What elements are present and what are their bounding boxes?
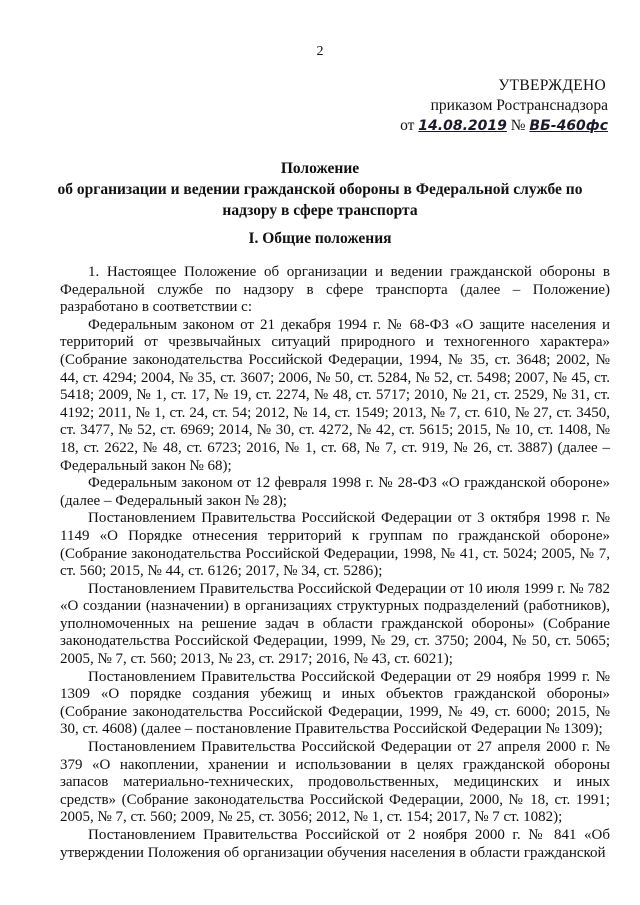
paragraph: Федеральным законом от 12 февраля 1998 г. № 28-ФЗ «О гражданской обороне» (далее – Федеральный закон № 28); [60,475,610,509]
approval-date: 14.08.2019 [418,118,507,134]
approval-block [368,76,608,136]
document-title [40,158,600,221]
title-line-1: Положение [280,160,360,177]
paragraph: Постановлением Правительства Российской Федерации от 3 октября 1998 г. № 1149 «О Порядке отнесения территорий к группам по гражданской обороне» (Собрание законодательства Российской Федерации, 1998, № 41, ст. 5024; 2005, № 7, ст. 560; 2015, № 44, ст. 6126; 2017, № 34, ст. 5286); [60,510,610,580]
approval-from-label: от [400,117,415,134]
approval-number-sign: № [510,117,526,134]
approval-order-line: приказом Ространснадзора [430,97,608,114]
paragraph: 1. Настоящее Положение об организации и ведении гражданской обороны в Федеральной службе по надзору в сфере транспорта (далее – Положение) разработано в соответствии с: [60,264,610,316]
approval-heading: УТВЕРЖДЕНО [498,77,606,94]
paragraph: Постановлением Правительства Российской Федерации от 29 ноября 1999 г. № 1309 «О порядке создания убежищ и иных объектов гражданской обороны» (Собрание законодательства Российской Федерации, 1999, № 49, ст. 6000; 2015, № 30, ст. 4608) (далее – постановление Правительства Российской Федерации № 1309); [60,668,610,738]
title-line-3: надзору в сфере транспорта [222,202,418,219]
title-line-2: об организации и ведении гражданской обороны в Федеральной службе по [57,181,583,198]
paragraph: Постановлением Правительства Российской Федерации от 10 июля 1999 г. № 782 «О создании (назначении) в организациях структурных подразделений (работников), уполномоченных на решение задач в области гражданской обороны» (Собрание законодательства Российской Федерации, 1999, № 29, ст. 3750; 2004, № 50, ст. 5065; 2005, № 7, ст. 560; 2013, № 23, ст. 2917; 2016, № 43, ст. 6021); [60,580,610,668]
paragraph: Федеральным законом от 21 декабря 1994 г. № 68-ФЗ «О защите населения и территорий от чрезвычайных ситуаций природного и техногенного характера» (Собрание законодательства Российской Федерации, 1994, № 35, ст. 3648; 2002, № 44, ст. 4294; 2004, № 35, ст. 3607; 2006, № 50, ст. 5284, № 52, ст. 5498; 2007, № 45, ст. 5418; 2009, № 1, ст. 17, № 19, ст. 2274, № 48, ст. 5717; 2010, № 21, ст. 2529, № 31, ст. 4192; 2011, № 1, ст. 24, ст. 54; 2012, № 14, ст. 1549; 2013, № 7, ст. 610, № 27, ст. 3450, ст. 3477, № 52, ст. 6969; 2014, № 30, ст. 4272, № 42, ст. 5615; 2015, № 10, ст. 1408, № 18, ст. 2622, № 48, ст. 6723; 2016, № 1, ст. 68, № 7, ст. 919, № 26, ст. 3887) (далее – Федеральный закон № 68); [60,316,610,474]
document-body [60,264,610,862]
page-number: 2 [316,44,324,59]
approval-date-number-line [368,116,608,136]
approval-number: ВБ-460фс [529,118,608,134]
paragraph: Постановлением Правительства Российской Федерации от 27 апреля 2000 г. № 379 «О накоплении, хранении и использовании в целях гражданской обороны запасов материально-технических, продовольственных, медицинских и иных средств» (Собрание законодательства Российской Федерации, 2000, № 18, ст. 1991; 2005, № 7, ст. 560; 2009, № 25, ст. 3056; 2012, № 1, ст. 154; 2017, № 7 ст. 1082); [60,739,610,826]
paragraph: Постановлением Правительства Российской от 2 ноября 2000 г. № 841 «Об утверждении Положения об организации обучения населения в области гражданской [60,827,610,861]
section-heading: I. Общие положения [248,230,392,247]
